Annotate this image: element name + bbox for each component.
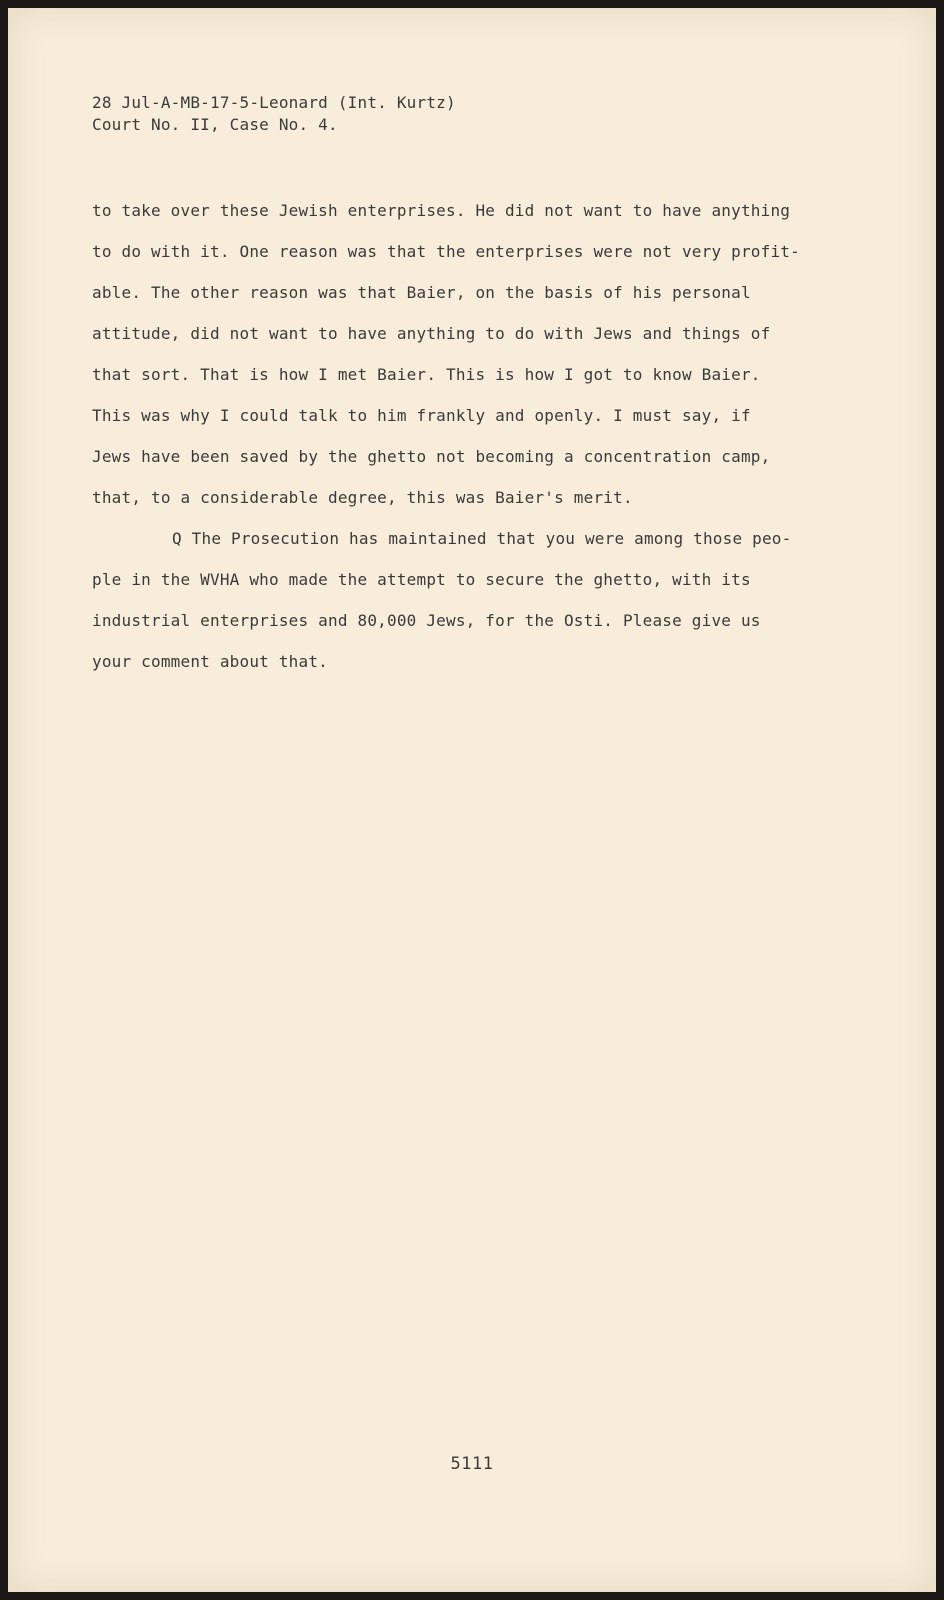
body-line: This was why I could talk to him frankly and openly. I must say, if (92, 406, 751, 425)
header-line-1: 28 Jul-A-MB-17-5-Leonard (Int. Kurtz) (92, 93, 456, 112)
body-line: attitude, did not want to have anything to do with Jews and things of (92, 324, 771, 343)
body-line: to take over these Jewish enterprises. He did not want to have anything (92, 201, 791, 220)
body-line: ple in the WVHA who made the attempt to secure the ghetto, with its (92, 570, 751, 589)
body-line: that, to a considerable degree, this was Baier's merit. (92, 488, 633, 507)
document-page (8, 8, 936, 1592)
page-number: 5111 (450, 1454, 494, 1474)
body-line: industrial enterprises and 80,000 Jews, for the Osti. Please give us (92, 611, 761, 630)
body-line: to do with it. One reason was that the enterprises were not very profit- (92, 242, 800, 261)
body-line: that sort. That is how I met Baier. This is how I got to know Baier. (92, 365, 761, 384)
body-line: able. The other reason was that Baier, on the basis of his personal (92, 283, 751, 302)
question-line: Q The Prosecution has maintained that you were among those peo- (172, 529, 792, 548)
body-line: Jews have been saved by the ghetto not becoming a concentration camp, (92, 447, 771, 466)
body-line: your comment about that. (92, 652, 328, 671)
header-line-2: Court No. II, Case No. 4. (92, 115, 338, 134)
transcript-body (92, 190, 852, 682)
document-header (92, 92, 456, 136)
